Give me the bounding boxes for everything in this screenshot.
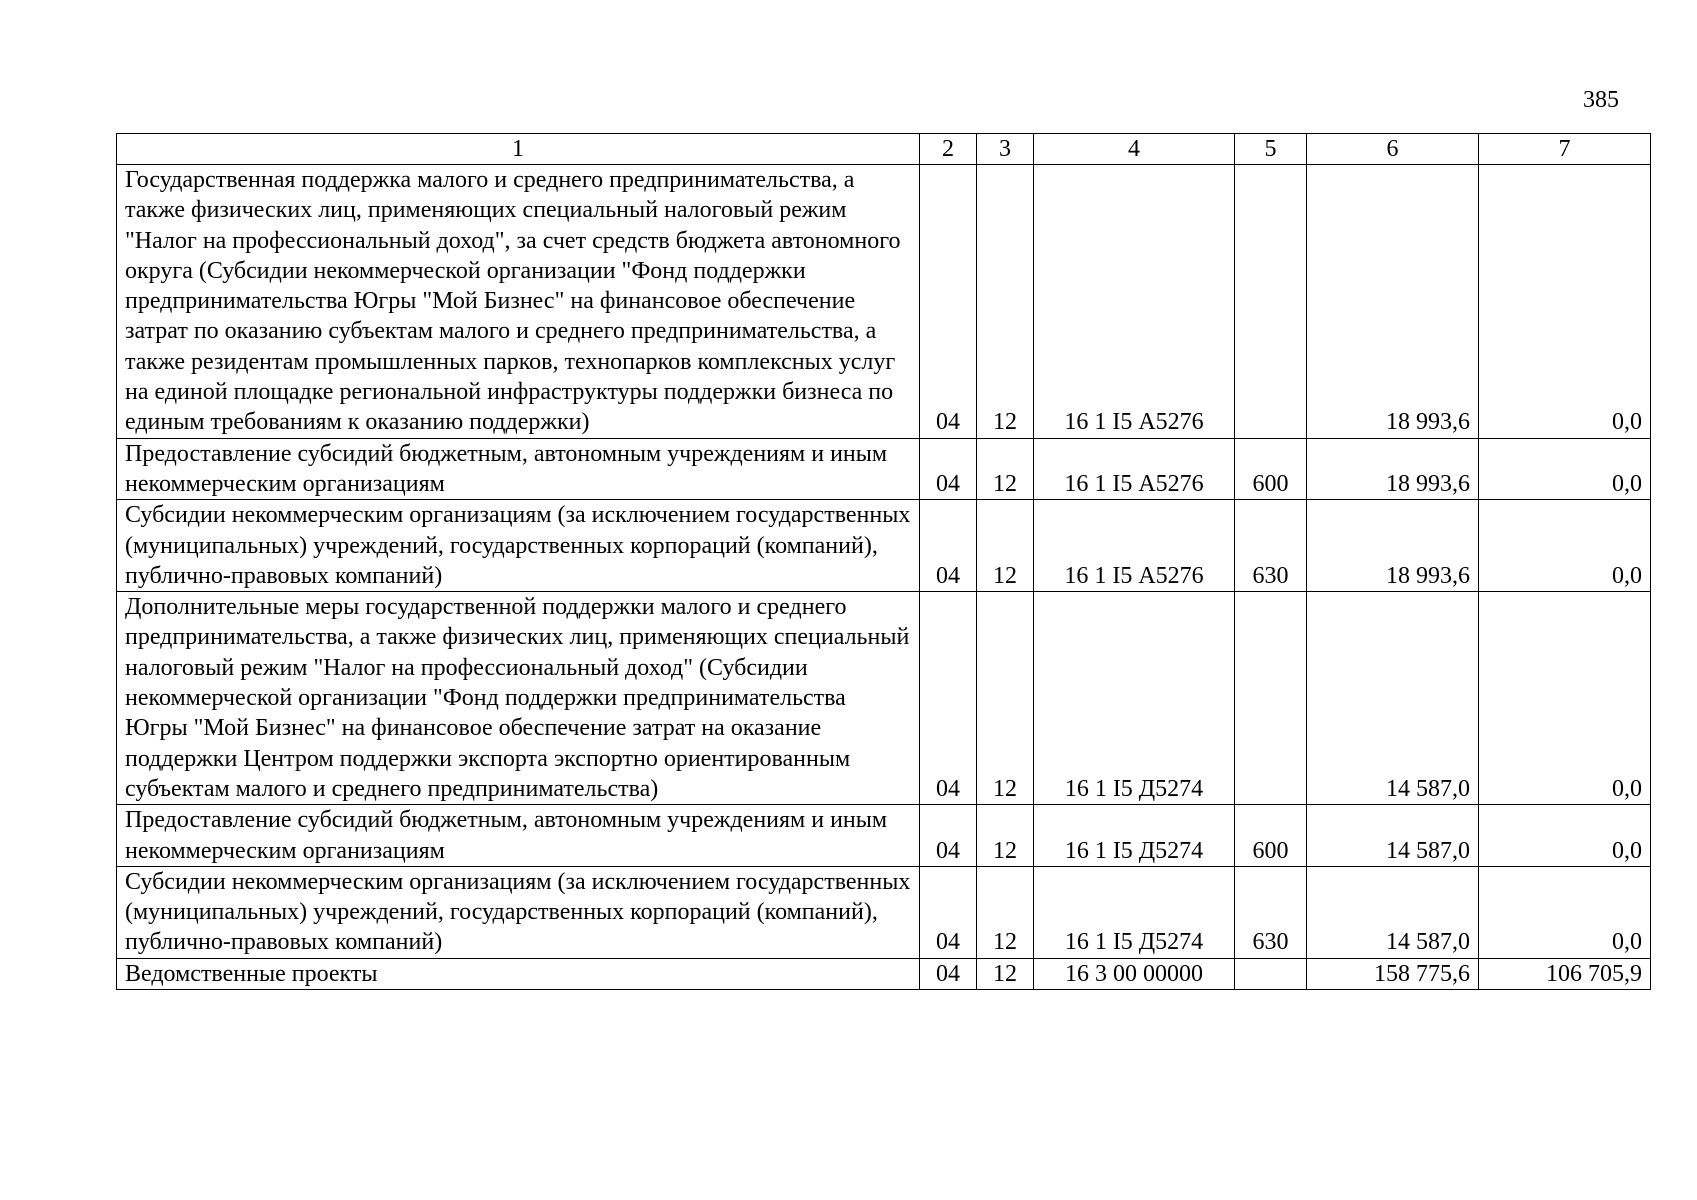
row-amount-6: 18 993,6	[1307, 438, 1479, 500]
row-amount-7: 106 705,9	[1479, 958, 1651, 989]
column-header-4: 4	[1034, 134, 1235, 165]
row-amount-7: 0,0	[1479, 500, 1651, 592]
row-section: 04	[920, 958, 977, 989]
table-row	[117, 438, 1651, 500]
row-amount-6: 18 993,6	[1307, 165, 1479, 439]
row-name: Предоставление субсидий бюджетным, автономным учреждениям и иным некоммерческим организациям	[117, 805, 920, 867]
row-amount-6: 14 587,0	[1307, 592, 1479, 805]
column-header-7: 7	[1479, 134, 1651, 165]
row-target: 16 1 I5 Д5274	[1034, 592, 1235, 805]
row-target: 16 1 I5 А5276	[1034, 165, 1235, 439]
row-amount-7: 0,0	[1479, 438, 1651, 500]
row-name: Субсидии некоммерческим организациям (за исключением государственных (муниципальных) учреждений, государственных корпораций (компаний), публично-правовых компаний)	[117, 500, 920, 592]
row-amount-6: 14 587,0	[1307, 805, 1479, 867]
column-header-5: 5	[1235, 134, 1307, 165]
row-expense-type: 630	[1235, 500, 1307, 592]
row-expense-type: 630	[1235, 866, 1307, 958]
column-header-6: 6	[1307, 134, 1479, 165]
table-row	[117, 592, 1651, 805]
row-subsection: 12	[977, 805, 1034, 867]
row-amount-6: 18 993,6	[1307, 500, 1479, 592]
row-amount-7: 0,0	[1479, 805, 1651, 867]
row-target: 16 3 00 00000	[1034, 958, 1235, 989]
row-section: 04	[920, 592, 977, 805]
row-expense-type	[1235, 958, 1307, 989]
row-amount-7: 0,0	[1479, 592, 1651, 805]
row-target: 16 1 I5 Д5274	[1034, 805, 1235, 867]
row-amount-6: 14 587,0	[1307, 866, 1479, 958]
table-row	[117, 500, 1651, 592]
row-target: 16 1 I5 Д5274	[1034, 866, 1235, 958]
table-row	[117, 866, 1651, 958]
row-amount-7: 0,0	[1479, 866, 1651, 958]
row-section: 04	[920, 500, 977, 592]
row-target: 16 1 I5 А5276	[1034, 438, 1235, 500]
table-row	[117, 805, 1651, 867]
row-subsection: 12	[977, 500, 1034, 592]
row-subsection: 12	[977, 958, 1034, 989]
row-expense-type	[1235, 165, 1307, 439]
row-expense-type: 600	[1235, 805, 1307, 867]
row-section: 04	[920, 805, 977, 867]
row-expense-type: 600	[1235, 438, 1307, 500]
row-subsection: 12	[977, 165, 1034, 439]
table-row	[117, 958, 1651, 989]
row-subsection: 12	[977, 866, 1034, 958]
table-header-row	[117, 134, 1651, 165]
row-name: Государственная поддержка малого и среднего предпринимательства, а также физических лиц, применяющих специальный налоговый режим "Налог на профессиональный доход", за счет средств бюджета автономного округа (Субсидии некоммерческой организации "Фонд поддержки предпринимательства Югры "Мой Бизнес" на финансовое обеспечение затрат по оказанию субъектам малого и среднего предпринимательства, а также резидентам промышленных парков, технопарков комплексных услуг на единой площадке региональной инфраструктуры поддержки бизнеса по единым требованиям к оказанию поддержки)	[117, 165, 920, 439]
row-name: Предоставление субсидий бюджетным, автономным учреждениям и иным некоммерческим организациям	[117, 438, 920, 500]
row-subsection: 12	[977, 438, 1034, 500]
row-section: 04	[920, 165, 977, 439]
page-number: 385	[1583, 87, 1619, 113]
table-row	[117, 165, 1651, 439]
row-subsection: 12	[977, 592, 1034, 805]
row-section: 04	[920, 866, 977, 958]
column-header-2: 2	[920, 134, 977, 165]
row-amount-6: 158 775,6	[1307, 958, 1479, 989]
row-section: 04	[920, 438, 977, 500]
budget-table	[116, 133, 1651, 990]
row-expense-type	[1235, 592, 1307, 805]
row-target: 16 1 I5 А5276	[1034, 500, 1235, 592]
row-name: Дополнительные меры государственной поддержки малого и среднего предпринимательства, а также физических лиц, применяющих специальный налоговый режим "Налог на профессиональный доход" (Субсидии некоммерческой организации "Фонд поддержки предпринимательства Югры "Мой Бизнес" на финансовое обеспечение затрат на оказание поддержки Центром поддержки экспорта экспортно ориентированным субъектам малого и среднего предпринимательства)	[117, 592, 920, 805]
column-header-3: 3	[977, 134, 1034, 165]
row-amount-7: 0,0	[1479, 165, 1651, 439]
row-name: Субсидии некоммерческим организациям (за исключением государственных (муниципальных) учреждений, государственных корпораций (компаний), публично-правовых компаний)	[117, 866, 920, 958]
column-header-1: 1	[117, 134, 920, 165]
row-name: Ведомственные проекты	[117, 958, 920, 989]
